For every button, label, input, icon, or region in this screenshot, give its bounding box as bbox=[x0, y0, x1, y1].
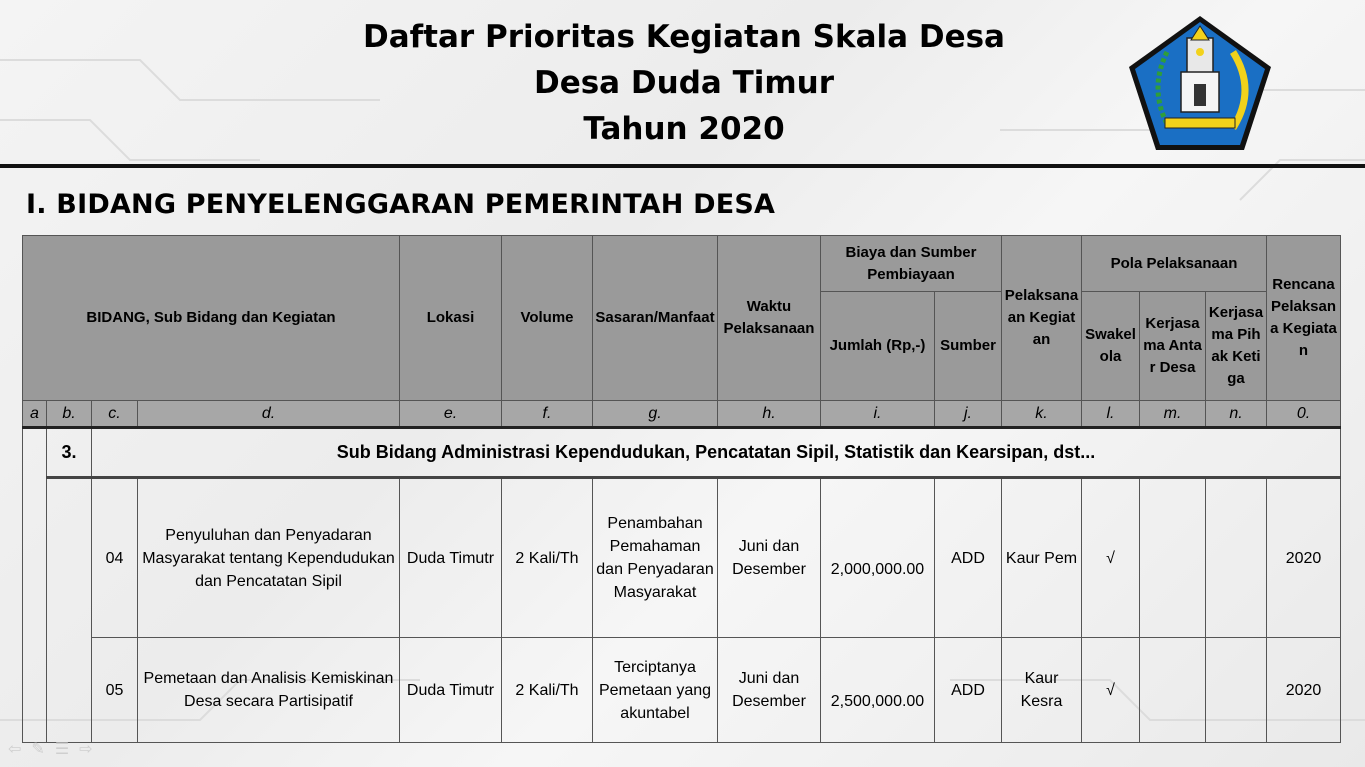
header-biaya-group: Biaya dan Sumber Pembiayaan bbox=[821, 236, 1002, 292]
row-volume: 2 Kali/Th bbox=[502, 478, 593, 638]
title-line-1: Daftar Prioritas Kegiatan Skala Desa bbox=[363, 19, 1005, 55]
blank-cell bbox=[47, 478, 92, 743]
header-bidang: BIDANG, Sub Bidang dan Kegiatan bbox=[23, 236, 400, 401]
blank-cell bbox=[23, 428, 47, 743]
row-swakelola: √ bbox=[1082, 478, 1140, 638]
priority-table bbox=[22, 235, 1341, 743]
letter-cell: 0. bbox=[1267, 401, 1341, 428]
header-sasaran: Sasaran/Manfaat bbox=[593, 236, 718, 401]
row-pelaksana: Kaur Pem bbox=[1002, 478, 1082, 638]
row-antar-desa bbox=[1140, 638, 1206, 743]
header-rencana: Rencana Pelaksana Kegiatan bbox=[1267, 236, 1341, 401]
header-swakelola: Swakelola bbox=[1082, 292, 1140, 401]
title-line-3: Tahun 2020 bbox=[583, 111, 785, 147]
letter-cell: j. bbox=[935, 401, 1002, 428]
row-code: 05 bbox=[92, 638, 138, 743]
header-divider bbox=[0, 164, 1365, 168]
back-icon[interactable]: ⇦ bbox=[8, 739, 22, 758]
row-rencana: 2020 bbox=[1267, 478, 1341, 638]
letter-cell: c. bbox=[92, 401, 138, 428]
title-line-2: Desa Duda Timur bbox=[533, 65, 835, 101]
letter-cell: m. bbox=[1140, 401, 1206, 428]
row-swakelola: √ bbox=[1082, 638, 1140, 743]
sub-bidang-row bbox=[23, 428, 1341, 478]
village-emblem-logo bbox=[1125, 12, 1275, 154]
header-lokasi: Lokasi bbox=[400, 236, 502, 401]
header-waktu: Waktu Pelaksanaan bbox=[718, 236, 821, 401]
table-row bbox=[23, 478, 1341, 638]
page-title bbox=[300, 14, 1068, 152]
row-sasaran: Terciptanya Pemetaan yang akuntabel bbox=[593, 638, 718, 743]
letter-cell: g. bbox=[593, 401, 718, 428]
row-pelaksana: Kaur Kesra bbox=[1002, 638, 1082, 743]
table-row bbox=[23, 638, 1341, 743]
sub-bidang-title: Sub Bidang Administrasi Kependudukan, Pencatatan Sipil, Statistik dan Kearsipan, dst... bbox=[92, 428, 1341, 478]
section-heading: I. BIDANG PENYELENGGARAN PEMERINTAH DESA bbox=[26, 189, 776, 220]
row-kegiatan: Penyuluhan dan Penyadaran Masyarakat tentang Kependudukan dan Pencatatan Sipil bbox=[138, 478, 400, 638]
pen-icon[interactable]: ✎ bbox=[31, 739, 45, 758]
forward-icon[interactable]: ⇨ bbox=[79, 739, 93, 758]
slideshow-nav bbox=[8, 739, 93, 758]
letter-cell: i. bbox=[821, 401, 935, 428]
letter-cell: n. bbox=[1206, 401, 1267, 428]
letter-cell: e. bbox=[400, 401, 502, 428]
letter-cell: b. bbox=[47, 401, 92, 428]
row-code: 04 bbox=[92, 478, 138, 638]
row-jumlah: 2,500,000.00 bbox=[821, 638, 935, 743]
header-antar-desa: Kerjasama Antar Desa bbox=[1140, 292, 1206, 401]
row-sumber: ADD bbox=[935, 638, 1002, 743]
row-kegiatan: Pemetaan dan Analisis Kemiskinan Desa secara Partisipatif bbox=[138, 638, 400, 743]
letter-cell: k. bbox=[1002, 401, 1082, 428]
header-pihak-ketiga: Kerjasama Pihak Ketiga bbox=[1206, 292, 1267, 401]
letter-cell: h. bbox=[718, 401, 821, 428]
header-sumber: Sumber bbox=[935, 292, 1002, 401]
letter-cell: f. bbox=[502, 401, 593, 428]
row-lokasi: Duda Timutr bbox=[400, 478, 502, 638]
header-volume: Volume bbox=[502, 236, 593, 401]
row-volume: 2 Kali/Th bbox=[502, 638, 593, 743]
row-antar-desa bbox=[1140, 478, 1206, 638]
column-letter-row bbox=[23, 401, 1341, 428]
row-waktu: Juni dan Desember bbox=[718, 638, 821, 743]
row-pihak-ketiga bbox=[1206, 638, 1267, 743]
row-jumlah: 2,000,000.00 bbox=[821, 478, 935, 638]
header-jumlah: Jumlah (Rp,-) bbox=[821, 292, 935, 401]
letter-cell: a bbox=[23, 401, 47, 428]
row-rencana: 2020 bbox=[1267, 638, 1341, 743]
header-pola-group: Pola Pelaksanaan bbox=[1082, 236, 1267, 292]
letter-cell: d. bbox=[138, 401, 400, 428]
letter-cell: l. bbox=[1082, 401, 1140, 428]
row-lokasi: Duda Timutr bbox=[400, 638, 502, 743]
row-pihak-ketiga bbox=[1206, 478, 1267, 638]
header-pelaksana: Pelaksanaan Kegiatan bbox=[1002, 236, 1082, 401]
row-sumber: ADD bbox=[935, 478, 1002, 638]
menu-icon[interactable]: ☰ bbox=[54, 739, 70, 758]
row-waktu: Juni dan Desember bbox=[718, 478, 821, 638]
row-sasaran: Penambahan Pemahaman dan Penyadaran Masyarakat bbox=[593, 478, 718, 638]
sub-bidang-number: 3. bbox=[47, 428, 92, 478]
